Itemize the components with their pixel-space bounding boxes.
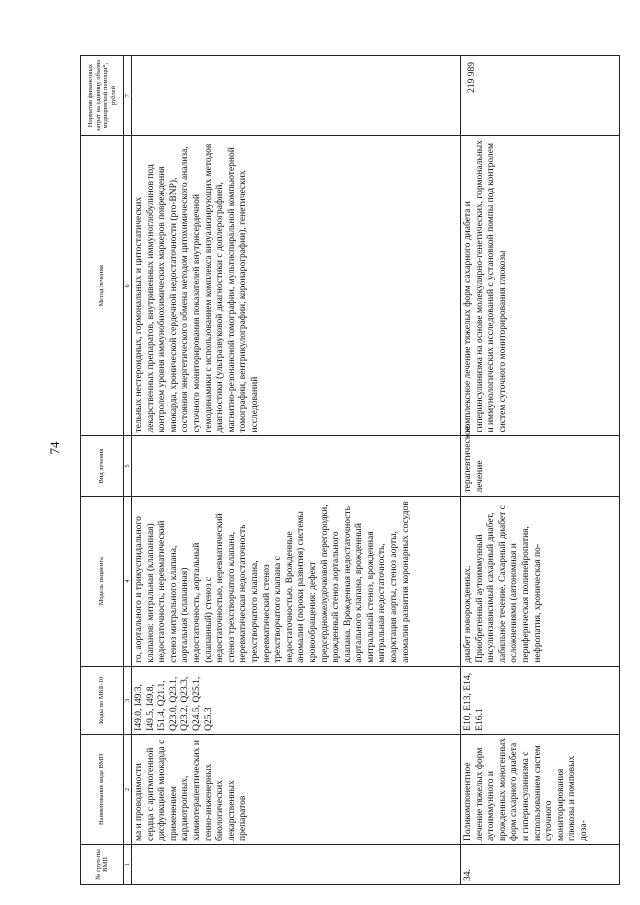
header-cost-standard: Норматив финансовых затрат на единицу объема медицинской помощи*, рублей [81, 56, 124, 136]
cell-treatment-method: тельных нестероидных, гормональных и цитостатических лекарственных препаратов, внутривенных иммуноглобулинов под контролем уровня иммунобиохимических маркеров повреждения миокарда, хронической сердечной недостаточности (pro-BNP), состояния энергетического обмена методом цитохимического анализа, суточного мониторирования показателей внутрисердечной гемодинамики с использованием комплекса визуализирующих методов диагностики (ультразвуковой диагностики с доплерографией, магнитно-резонансной томографии, мультиспиральной компьютерной томографии, вентрикулографии, коронарографии), генетических исследований [132, 136, 461, 436]
column-number: 5 [124, 436, 132, 496]
vmp-table [80, 55, 620, 885]
cell-group-number [132, 844, 461, 884]
column-number: 1 [124, 844, 132, 884]
cell-patient-model: го, аортального и трикуспидального клапанов: митральная (клапанная) недостаточность, неревматический стеноз митрального клапана, аортальная (клапанная) недостаточность, аортальный (клапанный) стеноз с недостаточностью, неревматический стеноз трехстворчатого клапана, неревматическая недостаточность трехстворчатого клапана, неревматический стеноз трехстворчатого клапана с недостаточностью. Врожденные аномалии (пороки развития) системы кровообращения: дефект предсердножелудочковой перегородки, врожденный стеноз аортального клапана. Врожденная недостаточность аортального клапана, врожденный митральный стеноз, врожденная митральная недостаточность, коарктация аорты, стеноз аорты, аномалия развития коронарных сосудов [132, 496, 461, 666]
column-number: 6 [124, 136, 132, 436]
cell-patient-model: диабет новорожденных. Приобретенный аутоиммунный инсулинзависимый сахарный диабет, лабильное течение. Сахарный диабет с осложнениями (автономная и периферическая полинейропатия, нефропатия, хроническая по- [461, 496, 620, 666]
header-treatment-method: Метод лечения [81, 136, 124, 436]
cell-vmp-name: Поликомпонентное лечение тяжелых форм аутоиммунного и врожденных моногенных форм сахарного диабета и гиперинсулинизма с использованием систем суточного мониторирования глюкозы и помповых доза- [461, 734, 620, 844]
rotated-table-container [80, 55, 625, 885]
header-row [81, 56, 124, 885]
header-group-number: № груп-пы ВМП [81, 844, 124, 884]
column-number: 3 [124, 666, 132, 734]
column-number-row [124, 56, 132, 885]
table-row [461, 56, 620, 885]
header-vmp-name: Наименование вида ВМП [81, 734, 124, 844]
cell-icd-codes: I49.0, I49.3, I49.5, I49.8, I51.4, Q21.1, Q23.0, Q23.1, Q23.2, Q23.3, Q24.5, Q25.1, Q25.3 [132, 666, 461, 734]
column-number: 4 [124, 496, 132, 666]
column-number: 2 [124, 734, 132, 844]
cell-treatment-method: комплексное лечение тяжелых форм сахарного диабета и гиперинсулинизма на основе молекулярно-генетических, гормональных и иммунологических исследований с установкой помпы под контролем систем суточного мониторирования глюкозы [461, 136, 620, 436]
cell-vmp-name: ма и проводимости сердца с аритмогенной дисфункцией миокарда с применением кардиотропных, химиотерапевтических и генно-инженерных биологических лекарственных препаратов [132, 734, 461, 844]
cell-group-number: 34. [461, 844, 620, 884]
header-patient-model: Модель пациента [81, 496, 124, 666]
page-number: 74 [47, 441, 62, 455]
cell-cost: 219 989 [461, 56, 620, 136]
cell-cost [132, 56, 461, 136]
cell-treatment-type: терапевтическое лечение [461, 436, 620, 496]
table-row [132, 56, 461, 885]
cell-treatment-type [132, 436, 461, 496]
header-treatment-type: Вид лечения [81, 436, 124, 496]
header-icd-codes: Коды по МКБ-10 [81, 666, 124, 734]
cell-icd-codes: E10, E13, E14, E16.1 [461, 666, 620, 734]
column-number: 7 [124, 56, 132, 136]
